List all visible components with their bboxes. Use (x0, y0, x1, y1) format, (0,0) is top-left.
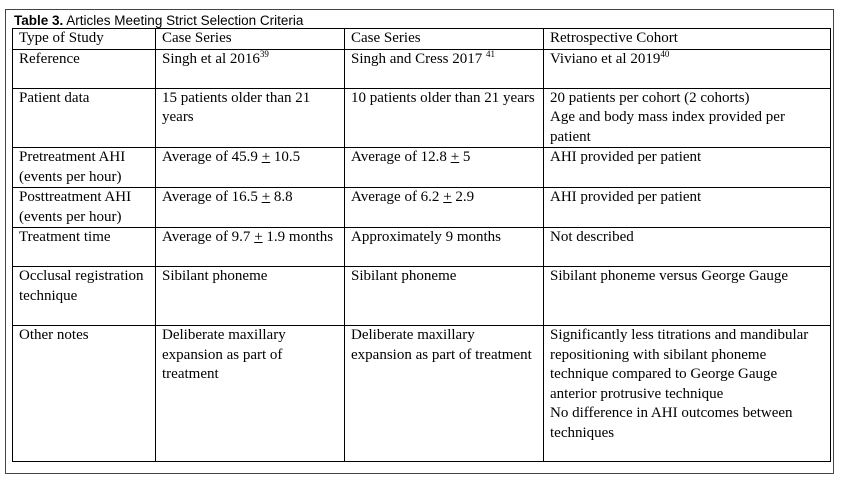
reference-cell-3: Viviano et al 2019$^{40}$ (544, 49, 831, 88)
citation-sup: 41 (486, 48, 495, 59)
selection-criteria-table (12, 28, 831, 462)
row-label-type-of-study: Type of Study (13, 29, 156, 50)
treatment-time-cell-2: Approximately 9 months (345, 228, 544, 267)
table-row-pretreatment (13, 148, 831, 188)
notes-cell-2: Deliberate maxillary expansion as part of treatment (345, 326, 544, 462)
citation-sup: 39 (259, 48, 269, 59)
treatment-time-cell-3: Not described (544, 228, 831, 267)
occlusal-cell-2: Sibilant phoneme (345, 267, 544, 326)
col-header-2: Case Series (345, 29, 544, 50)
citation-sup: 40 (660, 48, 670, 59)
posttreatment-cell-1: Average of 16.5 + 8.8 (156, 188, 345, 228)
table-row-patient-data (13, 88, 831, 148)
patient-cell-2: 10 patients older than 21 years (345, 88, 544, 148)
row-label-occlusal: Occlusal registration technique (13, 267, 156, 326)
caption-label: Table 3. (14, 13, 64, 28)
table-row-reference (13, 49, 831, 88)
occlusal-cell-1: Sibilant phoneme (156, 267, 345, 326)
posttreatment-cell-2: Average of 6.2 + 2.9 (345, 188, 544, 228)
row-label-other-notes: Other notes (13, 326, 156, 462)
table-row-header (13, 29, 831, 50)
row-label-pretreatment: Pretreatment AHI (events per hour) (13, 148, 156, 188)
caption-text: Articles Meeting Strict Selection Criteria (63, 13, 304, 28)
notes-cell-1: Deliberate maxillary expansion as part of treatment (156, 326, 345, 462)
row-label-reference: Reference (13, 49, 156, 88)
posttreatment-cell-3: AHI provided per patient (544, 188, 831, 228)
treatment-time-cell-1: Average of 9.7 + 1.9 months (156, 228, 345, 267)
patient-cell-3: 20 patients per cohort (2 cohorts) Age and body mass index provided per patient (544, 88, 831, 148)
col-header-3: Retrospective Cohort (544, 29, 831, 50)
notes-cell-3: Significantly less titrations and mandibular repositioning with sibilant phoneme technique compared to George Gauge anterior protrusive technique No difference in AHI outcomes between techniques (544, 326, 831, 462)
table-row-occlusal (13, 267, 831, 326)
row-label-treatment-time: Treatment time (13, 228, 156, 267)
table-row-treatment-time (13, 228, 831, 267)
row-label-patient-data: Patient data (13, 88, 156, 148)
row-label-posttreatment: Posttreatment AHI (events per hour) (13, 188, 156, 228)
table-caption (14, 13, 303, 28)
occlusal-cell-3: Sibilant phoneme versus George Gauge (544, 267, 831, 326)
reference-cell-1: Singh et al 2016$^{39}$ (156, 49, 345, 88)
patient-cell-1: 15 patients older than 21 years (156, 88, 345, 148)
table-row-other-notes (13, 326, 831, 462)
pretreatment-cell-3: AHI provided per patient (544, 148, 831, 188)
reference-cell-2: Singh and Cress 2017 $^{41}$ (345, 49, 544, 88)
pretreatment-cell-2: Average of 12.8 + 5 (345, 148, 544, 188)
pretreatment-cell-1: Average of 45.9 + 10.5 (156, 148, 345, 188)
col-header-1: Case Series (156, 29, 345, 50)
table-row-posttreatment (13, 188, 831, 228)
